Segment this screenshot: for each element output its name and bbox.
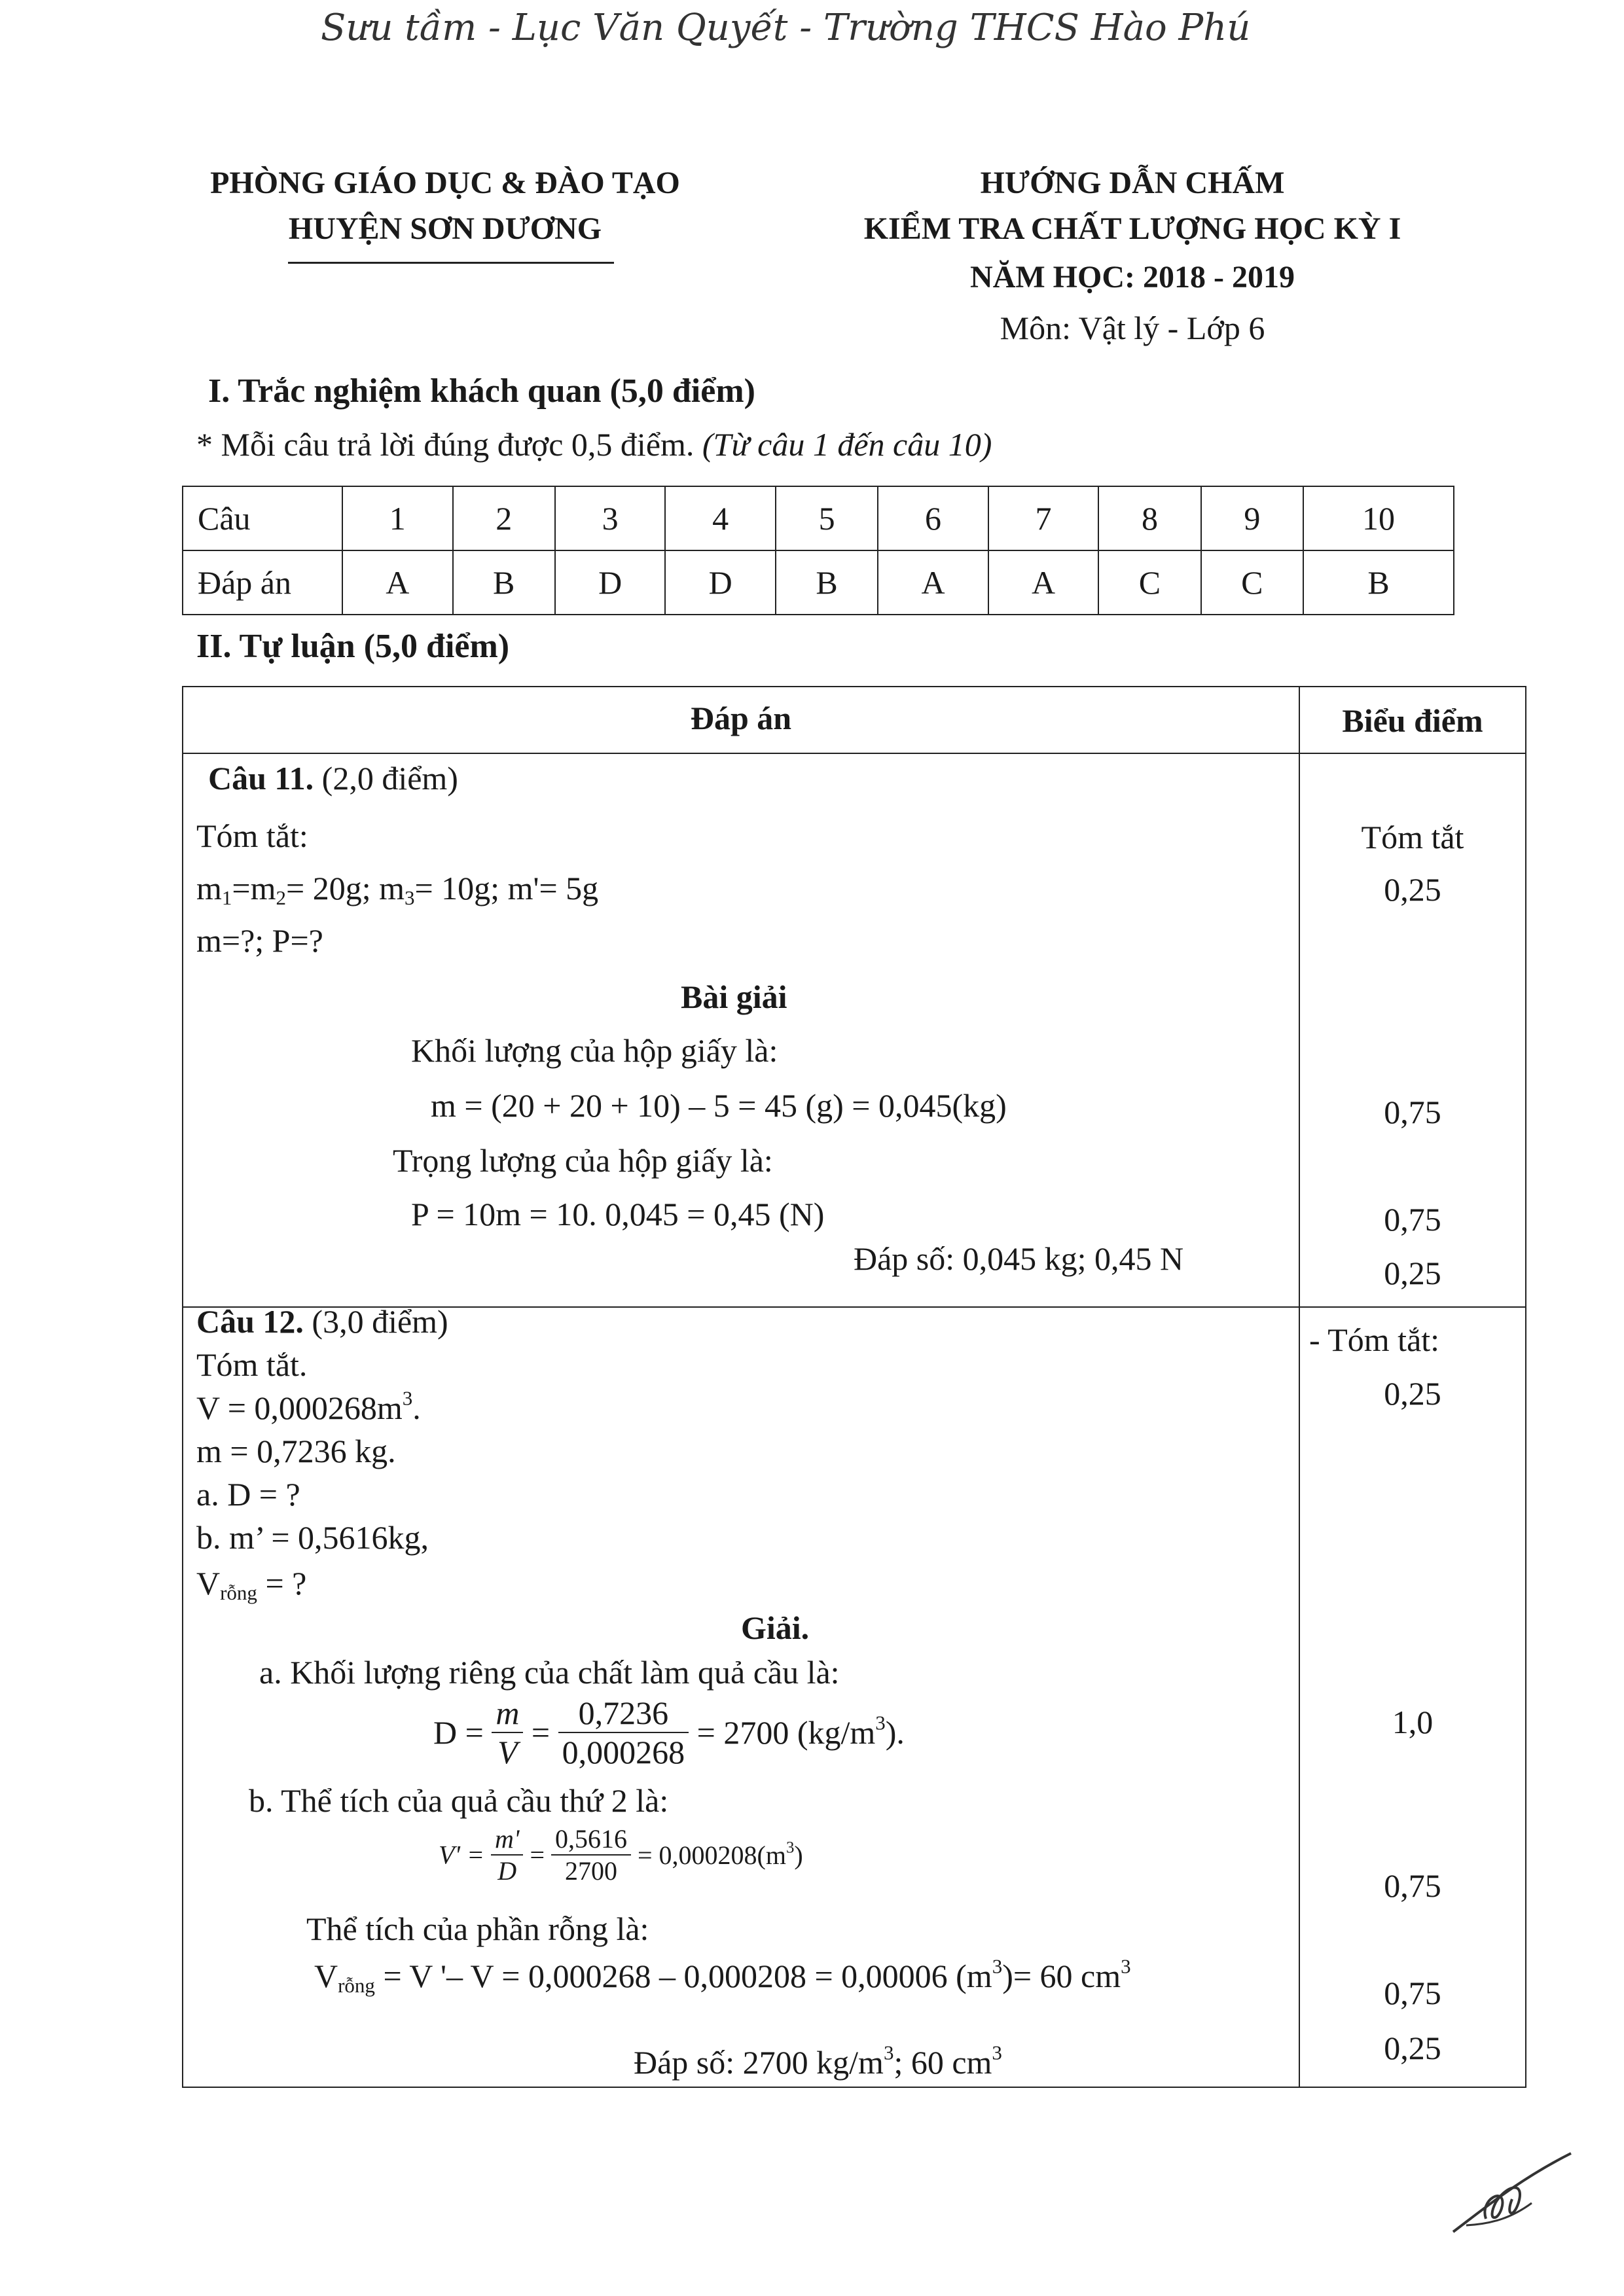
q12-text: Đáp số: 2700 kg/m <box>634 2044 884 2081</box>
q12-unknown-volume <box>196 1564 306 1605</box>
q12-equation-b <box>439 1823 803 1886</box>
q11-score: 0,25 <box>1384 871 1441 908</box>
q12-text: . <box>412 1390 421 1426</box>
answer-key: A <box>342 550 453 615</box>
q12-sup: 3 <box>402 1386 413 1410</box>
question-row-label: Câu <box>183 486 342 550</box>
q12-text: ) <box>794 1840 803 1870</box>
q12-result <box>634 2043 1002 2081</box>
q12-text: V = 0,000268m <box>196 1390 403 1426</box>
q12-sup: 3 <box>1121 1954 1131 1978</box>
q11-step2: Trọng lượng của hộp giấy là: <box>393 1142 773 1179</box>
q12-fraction <box>492 1694 523 1771</box>
q12-sup: 3 <box>992 1954 1003 1978</box>
q11-unknown: m=?; P=? <box>196 922 323 959</box>
fraction-numerator: 0,7236 <box>558 1694 689 1733</box>
question-number: 10 <box>1303 486 1454 550</box>
q12-equation-c <box>314 1954 1131 1998</box>
q12-sub: rỗng <box>220 1581 257 1604</box>
q12-sub: rỗng <box>338 1973 375 1997</box>
answer-row-label: Đáp án <box>183 550 342 615</box>
district-name: HUYỆN SƠN DƯƠNG <box>288 211 602 246</box>
section1-note <box>196 425 992 463</box>
handwritten-header: Sưu tầm - Lục Văn Quyết - Trường THCS Hào Phú <box>321 7 1251 49</box>
q12-fraction <box>491 1823 523 1886</box>
q11-equation2: P = 10m = 10. 0,045 = 0,45 (N) <box>411 1196 825 1232</box>
q12-score-label: - Tóm tắt: <box>1309 1321 1440 1358</box>
q12-text: = 0,000208(m <box>638 1840 786 1870</box>
answer-key: B <box>1303 550 1454 615</box>
question-number: 1 <box>342 486 453 550</box>
q12-text: ; 60 cm <box>893 2044 992 2081</box>
school-year: NĂM HỌC: 2018 - 2019 <box>970 260 1295 295</box>
fraction-numerator: m' <box>491 1823 523 1856</box>
q11-given <box>196 869 598 910</box>
answer-key: A <box>988 550 1099 615</box>
q11-title: Câu 11. <box>208 760 314 797</box>
fraction-denominator: V <box>497 1734 518 1770</box>
q12-summary-label: Tóm tắt. <box>196 1346 308 1383</box>
question-number: 5 <box>776 486 878 550</box>
answer-key: C <box>1098 550 1200 615</box>
q11-points: (2,0 điểm) <box>321 760 458 797</box>
q12-text: = <box>530 1840 545 1870</box>
q12-step-c: Thể tích của phần rỗng là: <box>306 1910 649 1947</box>
col-header-answer: Đáp án <box>690 700 792 736</box>
answer-key: A <box>878 550 988 615</box>
question-number: 7 <box>988 486 1099 550</box>
q12-given-mass: m = 0,7236 kg. <box>196 1433 396 1469</box>
question-number: 6 <box>878 486 988 550</box>
q12-score: 0,75 <box>1384 1975 1441 2011</box>
q11-given-part: m <box>196 870 222 906</box>
q12-text: V <box>196 1565 221 1602</box>
section1-title: I. Trắc nghiệm khách quan (5,0 điểm) <box>208 372 755 410</box>
q12-equation-a <box>433 1694 905 1785</box>
q11-heading <box>208 759 458 797</box>
q12-solution-title: Giải. <box>741 1609 810 1646</box>
header-row-divider <box>182 753 1525 754</box>
fraction-denominator: D <box>497 1856 517 1886</box>
q12-points: (3,0 điểm) <box>312 1303 448 1340</box>
fraction-denominator: 2700 <box>565 1856 617 1886</box>
q11-step1: Khối lượng của hộp giấy là: <box>411 1032 778 1069</box>
answer-key: B <box>453 550 555 615</box>
q11-result: Đáp số: 0,045 kg; 0,45 N <box>854 1240 1184 1277</box>
q12-given-mass2: b. m’ = 0,5616kg, <box>196 1519 429 1556</box>
q12-sup: 3 <box>786 1839 795 1857</box>
q12-text <box>696 1711 905 1751</box>
exam-title: KIỂM TRA CHẤT LƯỢNG HỌC KỲ I <box>863 211 1401 246</box>
q12-step-b: b. Thể tích của quả cầu thứ 2 là: <box>249 1782 669 1819</box>
answer-row <box>183 550 1454 615</box>
q11-summary-label: Tóm tắt: <box>196 817 308 854</box>
q12-text: D = <box>433 1714 484 1751</box>
q12-text: = <box>531 1714 550 1751</box>
q12-text <box>638 1840 803 1870</box>
q12-score: 0,25 <box>1384 1375 1441 1412</box>
section2-title: II. Tự luận (5,0 điểm) <box>196 628 510 665</box>
q11-given-part: =m <box>232 870 276 906</box>
question-number: 3 <box>555 486 666 550</box>
q12-sup: 3 <box>883 2041 894 2064</box>
fraction-numerator: 0,5616 <box>551 1823 631 1856</box>
col-header-score: Biểu điểm <box>1342 702 1483 739</box>
q12-text: ). <box>885 1714 905 1751</box>
q11-sub: 1 <box>221 886 232 909</box>
q12-given-volume <box>196 1386 421 1427</box>
question-number: 4 <box>665 486 776 550</box>
answer-key: B <box>776 550 878 615</box>
q12-fraction <box>551 1823 631 1886</box>
q12-text: = ? <box>265 1565 307 1602</box>
section1-note-text: * Mỗi câu trả lời đúng được 0,5 điểm. <box>196 426 695 463</box>
q12-step-a: a. Khối lượng riêng của chất làm quả cầu là: <box>259 1654 840 1691</box>
question-number: 8 <box>1098 486 1200 550</box>
answer-table <box>182 486 1454 615</box>
q11-equation1: m = (20 + 20 + 10) – 5 = 45 (g) = 0,045(kg) <box>431 1087 1007 1124</box>
q11-score: 0,75 <box>1384 1094 1441 1130</box>
q11-score: 0,25 <box>1384 1255 1441 1291</box>
q11-given-part: = 20g; m <box>286 870 405 906</box>
q12-score: 1,0 <box>1392 1704 1434 1740</box>
header-underline <box>288 262 614 264</box>
q11-sub: 3 <box>404 886 415 909</box>
subject-line: Môn: Vật lý - Lớp 6 <box>1000 310 1265 346</box>
q12-unknown-density: a. D = ? <box>196 1476 300 1513</box>
q12-score: 0,25 <box>1384 2030 1441 2066</box>
q11-given-part: = 10g; m'= 5g <box>414 870 599 906</box>
answer-key: D <box>665 550 776 615</box>
department-name: PHÒNG GIÁO DỤC & ĐÀO TẠO <box>210 166 680 200</box>
q12-title: Câu 12. <box>196 1303 304 1340</box>
q12-text: V' = <box>439 1840 484 1870</box>
question-number: 9 <box>1201 486 1303 550</box>
answer-key: C <box>1201 550 1303 615</box>
q12-sup: 3 <box>875 1711 886 1734</box>
signature-initials <box>1440 2140 1584 2245</box>
fraction-numerator: m <box>492 1694 523 1733</box>
q12-heading <box>196 1302 448 1340</box>
q11-score-label: Tóm tắt <box>1361 819 1464 855</box>
q11-sub: 2 <box>276 886 286 909</box>
question-number: 2 <box>453 486 555 550</box>
fraction-denominator: 0,000268 <box>562 1734 685 1770</box>
section1-note-range: (Từ câu 1 đến câu 10) <box>702 426 992 463</box>
q12-text: = 2700 (kg/m <box>696 1714 876 1751</box>
q12-text: )= 60 cm <box>1002 1958 1121 1994</box>
q12-text: V <box>314 1958 338 1994</box>
q11-score: 0,75 <box>1384 1201 1441 1238</box>
q12-score: 0,75 <box>1384 1867 1441 1904</box>
doc-title: HƯỚNG DẪN CHẤM <box>980 166 1285 200</box>
answer-key: D <box>555 550 666 615</box>
q12-fraction <box>558 1694 689 1771</box>
q12-text: = V '– V = 0,000268 – 0,000208 = 0,00006 (m <box>383 1958 992 1994</box>
q12-sup: 3 <box>992 2041 1002 2064</box>
q11-solution-title: Bài giải <box>681 978 787 1015</box>
question-row <box>183 486 1454 550</box>
